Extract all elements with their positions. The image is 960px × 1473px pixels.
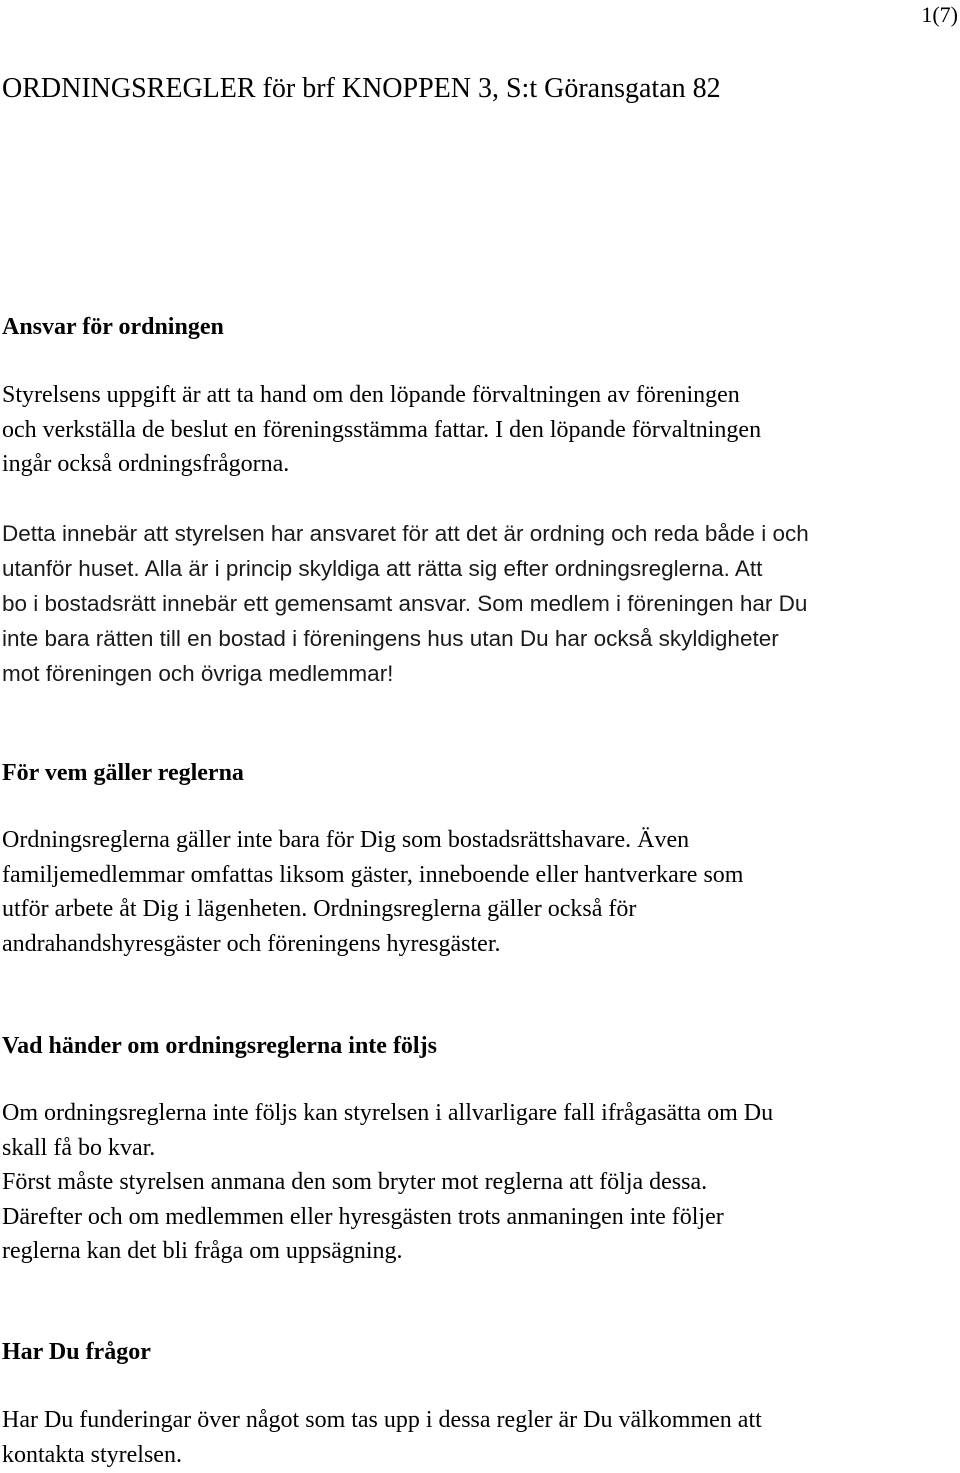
text-line: utför arbete åt Dig i lägenheten. Ordningsreglerna gäller också för — [2, 896, 637, 922]
text-line: mot föreningen och övriga medlemmar! — [2, 661, 394, 686]
paragraph — [2, 1096, 957, 1269]
text-line: Styrelsens uppgift är att ta hand om den löpande förvaltningen av föreningen — [2, 382, 740, 408]
section-heading-ansvar: Ansvar för ordningen — [2, 314, 224, 340]
text-line: Först måste styrelsen anmana den som bryter mot reglerna att följa dessa. — [2, 1169, 708, 1195]
text-line: ingår också ordningsfrågorna. — [2, 451, 290, 477]
paragraph — [2, 378, 957, 482]
text-line: kontakta styrelsen. — [2, 1441, 182, 1468]
paragraph — [2, 1403, 957, 1472]
paragraph — [2, 516, 957, 691]
document-title: ORDNINGSREGLER för brf KNOPPEN 3, S:t Göransgatan 82 — [2, 73, 721, 104]
text-line: Detta innebär att styrelsen har ansvaret för att det är ordning och reda både i och — [2, 521, 809, 546]
text-line: utanför huset. Alla är i princip skyldiga att rätta sig efter ordningsreglerna. Att — [2, 556, 763, 581]
text-line: Har Du funderingar över något som tas upp i dessa regler är Du välkommen att — [2, 1407, 762, 1433]
text-line: andrahandshyresgäster och föreningens hyresgäster. — [2, 930, 501, 957]
section-heading-har-du-fragor: Har Du frågor — [2, 1339, 151, 1365]
text-line: bo i bostadsrätt innebär ett gemensamt ansvar. Som medlem i föreningen har Du — [2, 591, 808, 616]
paragraph — [2, 823, 957, 961]
section-heading-vad-hander: Vad händer om ordningsreglerna inte följs — [2, 1033, 437, 1059]
text-line: skall få bo kvar. — [2, 1134, 156, 1161]
text-line: inte bara rätten till en bostad i föreningens hus utan Du har också skyldigheter — [2, 626, 779, 651]
section-heading-for-vem: För vem gäller reglerna — [2, 760, 244, 786]
text-line: familjemedlemmar omfattas liksom gäster, inneboende eller hantverkare som — [2, 861, 744, 888]
text-line: Ordningsreglerna gäller inte bara för Dig som bostadsrättshavare. Även — [2, 827, 690, 853]
text-line: Om ordningsreglerna inte följs kan styrelsen i allvarligare fall ifrågasätta om Du — [2, 1100, 774, 1126]
text-line: och verkställa de beslut en föreningsstämma fattar. I den löpande förvaltningen — [2, 416, 762, 443]
text-line: reglerna kan det bli fråga om uppsägning. — [2, 1238, 403, 1264]
text-line: Därefter och om medlemmen eller hyresgästen trots anmaningen inte följer — [2, 1203, 724, 1230]
page-number: 1(7) — [921, 2, 958, 27]
